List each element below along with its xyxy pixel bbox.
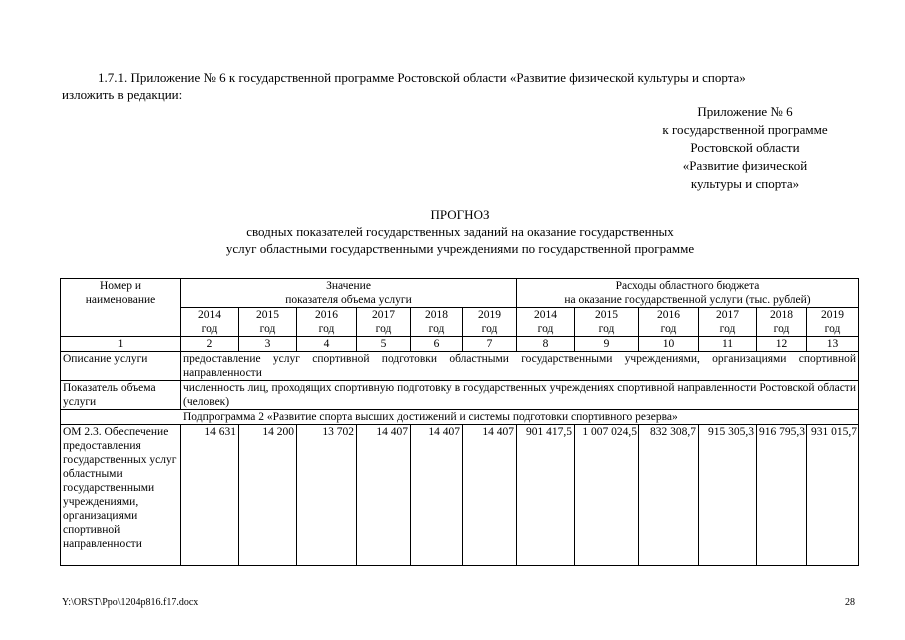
table-row: [61, 410, 859, 425]
intro-line-1: 1.7.1. Приложение № 6 к государственной программе Ростовской области «Развитие физической культуры и спорта»: [98, 70, 746, 85]
column-number: 10: [639, 337, 699, 352]
appendix-block: [640, 103, 850, 193]
intro-line-2: изложить в редакции:: [62, 87, 183, 102]
column-number: 8: [517, 337, 575, 352]
value-cell: 14 407: [411, 425, 463, 566]
value-cell: 915 305,3: [699, 425, 757, 566]
appendix-line: культуры и спорта»: [690, 176, 800, 191]
value-cell: 931 015,7: [807, 425, 859, 566]
column-number: 1: [61, 337, 181, 352]
indicator-text: численность лиц, проходящих спортивную подготовку в государственных учреждениях спортивной направленности Ростовской области (человек): [181, 381, 859, 410]
value-cell: 14 407: [463, 425, 517, 566]
table-years-row: [61, 308, 859, 337]
year-cell: 2017 год: [357, 308, 411, 337]
appendix-line: к государственной программе: [662, 122, 828, 137]
title-heading: ПРОГНОЗ: [430, 207, 490, 222]
table-row: [61, 425, 859, 566]
year-cell: 2019 год: [807, 308, 859, 337]
year-cell: 2014 год: [517, 308, 575, 337]
table-header-row: [61, 279, 859, 308]
value-cell: 14 631: [181, 425, 239, 566]
value-cell: 916 795,3: [757, 425, 807, 566]
value-cell: 832 308,7: [639, 425, 699, 566]
forecast-table: [60, 278, 859, 566]
column-number: 6: [411, 337, 463, 352]
appendix-line: «Развитие физической: [682, 158, 808, 173]
document-title: [150, 206, 770, 257]
year-cell: 2015 год: [575, 308, 639, 337]
appendix-line: Приложение № 6: [697, 104, 793, 119]
subprogram-title: Подпрограмма 2 «Развитие спорта высших достижений и системы подготовки спортивного резерва»: [61, 410, 859, 425]
page-number: 28: [845, 597, 855, 608]
table-row: [61, 381, 859, 410]
column-number: 12: [757, 337, 807, 352]
column-number-row: [61, 337, 859, 352]
footer-file-path: Y:\ORST\Ppo\1204p816.f17.docx: [62, 597, 199, 608]
column-number: 11: [699, 337, 757, 352]
table-row: [61, 352, 859, 381]
year-cell: 2018 год: [411, 308, 463, 337]
indicator-label: Показатель объема услуги: [61, 381, 181, 410]
year-cell: 2015 год: [239, 308, 297, 337]
year-cell: 2014 год: [181, 308, 239, 337]
column-number: 2: [181, 337, 239, 352]
column-number: 3: [239, 337, 297, 352]
header-volume-value: Значение показателя объема услуги: [181, 279, 517, 308]
description-text: предоставление услуг спортивной подготовки областными государственными учреждениями, организациями спортивной направленности: [181, 352, 859, 381]
year-cell: 2016 год: [297, 308, 357, 337]
column-number: 5: [357, 337, 411, 352]
title-line-2: услуг областными государственными учреждениями по государственной программе: [225, 241, 695, 256]
header-number-name: Номер и наименование: [61, 279, 181, 337]
column-number: 13: [807, 337, 859, 352]
value-cell: 1 007 024,5: [575, 425, 639, 566]
column-number: 4: [297, 337, 357, 352]
column-number: 9: [575, 337, 639, 352]
value-cell: 901 417,5: [517, 425, 575, 566]
header-budget-expenses: Расходы областного бюджета на оказание государственной услуги (тыс. рублей): [517, 279, 859, 308]
year-cell: 2017 год: [699, 308, 757, 337]
year-cell: 2019 год: [463, 308, 517, 337]
description-label: Описание услуги: [61, 352, 181, 381]
value-cell: 14 407: [357, 425, 411, 566]
column-number: 7: [463, 337, 517, 352]
intro-paragraph: [62, 69, 862, 103]
appendix-line: Ростовской области: [690, 140, 800, 155]
om-name: ОМ 2.3. Обеспечение предоставления государственных услуг областными государственными учреждениями, организациями спортивной направленности: [61, 425, 181, 566]
value-cell: 13 702: [297, 425, 357, 566]
year-cell: 2016 год: [639, 308, 699, 337]
value-cell: 14 200: [239, 425, 297, 566]
title-line-1: сводных показателей государственных заданий на оказание государственных: [246, 224, 674, 239]
year-cell: 2018 год: [757, 308, 807, 337]
